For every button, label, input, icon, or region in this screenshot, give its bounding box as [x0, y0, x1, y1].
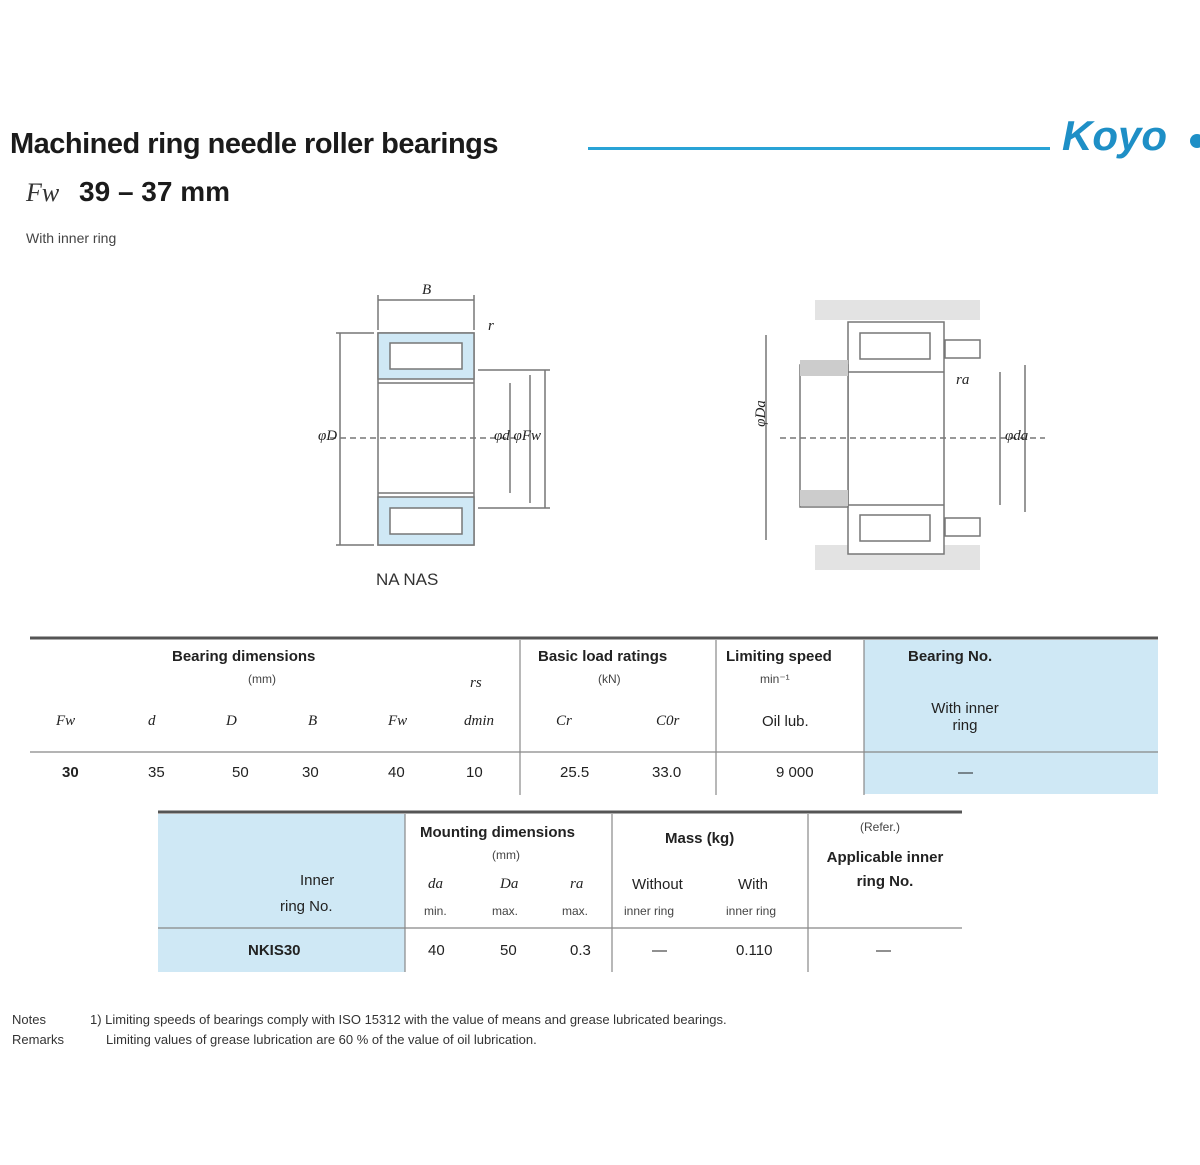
t2-cell-without: —: [652, 942, 667, 959]
t2-mass-col-with: With: [738, 876, 768, 893]
t2-head-inner: Inner: [300, 872, 335, 889]
t2-cell-ring-no: NKIS30: [248, 942, 301, 959]
label-ra: ra: [956, 372, 970, 388]
t1-sub-bearing: With inner ring: [931, 700, 999, 734]
remarks-label: Remarks: [12, 1032, 65, 1047]
t1-col-cr: Cr: [556, 713, 572, 729]
t2-head-ring-no: ring No.: [280, 898, 333, 915]
figure-caption: NA NAS: [376, 570, 439, 589]
t1-col-B: B: [308, 713, 318, 729]
bearing-section-drawing: [330, 295, 550, 545]
t1-col-rs: rs: [470, 675, 482, 691]
t1-cell-fw2: 40: [388, 764, 405, 781]
label-D: φD: [318, 428, 338, 444]
t2-mass-sub-without: inner ring: [624, 904, 675, 918]
t2-group-ref-top: (Refer.): [860, 820, 901, 834]
t1-cell-D: 50: [232, 764, 249, 781]
t2-group-ref: Applicable inner ring No.: [826, 849, 944, 890]
notes-line2: Limiting values of grease lubrication are 60 % of the value of oil lubrication.: [106, 1032, 537, 1047]
t1-cell-fw: 30: [62, 764, 79, 781]
t1-group-speed: Limiting speed: [726, 648, 832, 665]
t1-load-unit: (kN): [598, 672, 621, 686]
t2-cell-with: 0.110: [736, 942, 773, 959]
t2-cell-applicable: —: [876, 942, 891, 959]
mounting-drawing: [766, 300, 1045, 570]
label-r: r: [488, 318, 494, 334]
notes-label: Notes: [12, 1012, 46, 1027]
t2-cell-da: 40: [428, 942, 445, 959]
t2-sub-ra: max.: [562, 904, 589, 918]
t1-col-d: d: [148, 713, 156, 729]
t2-sub-Da: max.: [492, 904, 519, 918]
t2-col-ra: ra: [570, 876, 584, 892]
t1-cell-bearing-no: —: [958, 764, 973, 781]
notes-line1: 1) Limiting speeds of bearings comply with ISO 15312 with the value of means and grease lubricated bearings.: [90, 1012, 727, 1027]
t2-group-mass: Mass (kg): [665, 830, 735, 847]
t2-mass-sub-with: inner ring: [726, 904, 777, 918]
t1-cell-d: 35: [148, 764, 165, 781]
t1-cell-B: 30: [302, 764, 319, 781]
t2-cell-ra: 0.3: [570, 942, 591, 959]
t1-col-D: D: [226, 713, 237, 729]
page-title: Machined ring needle roller bearings: [10, 128, 499, 160]
t1-col-fw2: Fw: [388, 713, 408, 729]
t2-dimensions-unit: (mm): [492, 848, 520, 862]
t2-cell-Da: 50: [500, 942, 517, 959]
t2-group-dimensions: Mounting dimensions: [420, 824, 575, 841]
subnote: With inner ring: [26, 230, 117, 246]
label-Da: φDa: [752, 400, 769, 427]
t1-col-dmin: dmin: [464, 713, 494, 729]
t1-group-bearing: Bearing No.: [908, 648, 993, 665]
t1-dimensions-unit: (mm): [248, 672, 276, 686]
t1-cell-oil: 9 000: [776, 764, 814, 781]
range-value: 39 – 37 mm: [79, 176, 231, 207]
t1-col-oil: Oil lub.: [762, 713, 809, 730]
t1-group-load: Basic load ratings: [538, 648, 668, 665]
t2-sub-da: min.: [424, 904, 447, 918]
label-d-fw: φd φFw: [494, 428, 542, 444]
label-da: φda: [1005, 428, 1029, 444]
brand-logo: Koyo: [1062, 112, 1167, 159]
t1-cell-c0r: 33.0: [652, 764, 682, 781]
t1-group-dimensions: Bearing dimensions: [172, 648, 316, 665]
t2-mass-col-without: Without: [632, 876, 683, 893]
t1-col-c0r: C0r: [656, 713, 680, 729]
t2-col-da: da: [428, 876, 443, 892]
t1-col-fw: Fw: [56, 713, 76, 729]
fw-symbol: Fw: [26, 178, 60, 207]
t2-col-Da: Da: [500, 876, 519, 892]
t1-speed-unit: min⁻¹: [760, 672, 790, 686]
label-B: B: [422, 282, 432, 298]
t1-cell-dmin: 10: [466, 764, 483, 781]
t1-cell-cr: 25.5: [560, 764, 590, 781]
